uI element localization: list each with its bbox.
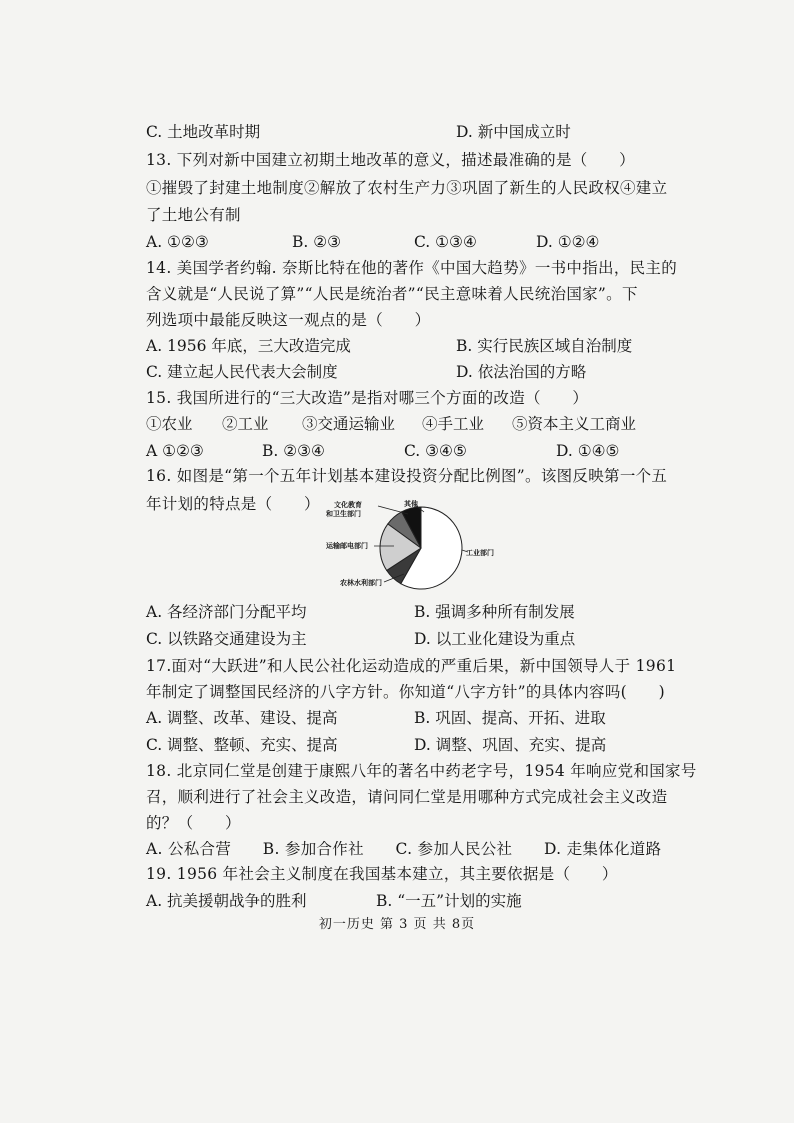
q14-option-d: D. 依法治国的方略 bbox=[456, 363, 587, 381]
q16-line1: 16. 如图是“第一个五年计划基本建设投资分配比例图”。该图反映第一个五 bbox=[146, 467, 668, 485]
q15-option-b: B. ②③④ bbox=[262, 442, 325, 460]
q15-item-1: ①农业 bbox=[146, 415, 193, 433]
pie-label-agri: 农林水利部门 bbox=[340, 578, 382, 587]
q18-line2: 召，顺利进行了社会主义改造，请问同仁堂是用哪种方式完成社会主义改造 bbox=[146, 788, 668, 806]
q19-stem: 19. 1956 年社会主义制度在我国基本建立，其主要依据是（ ） bbox=[146, 865, 618, 883]
q17-option-c: C. 调整、整顿、充实、提高 bbox=[146, 736, 338, 754]
page-footer: 初一历史 第 3 页 共 8页 bbox=[318, 917, 476, 932]
q13-option-b: B. ②③ bbox=[292, 233, 342, 251]
pie-label-other: 其他 bbox=[404, 499, 418, 508]
q16-option-c: C. 以铁路交通建设为主 bbox=[146, 630, 307, 648]
q16-line2: 年计划的特点是（ ） bbox=[146, 495, 320, 513]
q13-stem: 13. 下列对新中国建立初期土地改革的意义，描述最准确的是（ ） bbox=[146, 151, 635, 169]
q18-line1: 18. 北京同仁堂是创建于康熙八年的著名中药老字号，1954 年响应党和国家号 bbox=[146, 762, 697, 780]
q19-option-a: A. 抗美援朝战争的胜利 bbox=[146, 892, 307, 910]
q15-option-d: D. ①④⑤ bbox=[556, 442, 620, 460]
q14-line2: 含义就是“人民说了算”“人民是统治者”“民主意味着人民统治国家”。下 bbox=[146, 285, 638, 303]
q17-option-d: D. 调整、巩固、充实、提高 bbox=[414, 736, 607, 754]
q14-option-c: C. 建立起人民代表大会制度 bbox=[146, 363, 338, 381]
q17-option-b: B. 巩固、提高、开拓、进取 bbox=[414, 709, 606, 727]
q16-option-a: A. 各经济部门分配平均 bbox=[146, 603, 307, 621]
pie-label-transport: 运输邮电部门 bbox=[326, 541, 368, 550]
q14-option-b: B. 实行民族区域自治制度 bbox=[456, 337, 633, 355]
q15-item-3: ③交通运输业 bbox=[302, 415, 396, 433]
investment-pie-chart bbox=[316, 498, 536, 598]
q14-line1: 14. 美国学者约翰. 奈斯比特在他的著作《中国大趋势》一书中指出，民主的 bbox=[146, 259, 678, 277]
q15-option-a: A ①②③ bbox=[146, 442, 204, 460]
q14-line3: 列选项中最能反映这一观点的是（ ） bbox=[146, 311, 431, 329]
q17-option-a: A. 调整、改革、建设、提高 bbox=[146, 709, 338, 727]
q15-stem: 15. 我国所进行的“三大改造”是指对哪三个方面的改造（ ） bbox=[146, 389, 589, 407]
q16-option-d: D. 以工业化建设为重点 bbox=[414, 630, 576, 648]
q17-line2: 年制定了调整国民经济的八字方针。你知道“八字方针”的具体内容吗( ) bbox=[146, 683, 665, 701]
q12-option-c: C. 土地改革时期 bbox=[146, 123, 261, 141]
q17-line1: 17.面对“大跃进”和人民公社化运动造成的严重后果，新中国领导人于 1961 bbox=[146, 657, 677, 675]
q12-option-d: D. 新中国成立时 bbox=[456, 123, 571, 141]
q15-item-2: ②工业 bbox=[222, 415, 269, 433]
q14-option-a: A. 1956 年底，三大改造完成 bbox=[146, 337, 351, 355]
q18-options: A. 公私合营 B. 参加合作社 C. 参加人民公社 D. 走集体化道路 bbox=[146, 840, 662, 858]
q19-option-b: B. “一五”计划的实施 bbox=[376, 892, 522, 910]
q15-item-4: ④手工业 bbox=[422, 415, 485, 433]
q15-item-5: ⑤资本主义工商业 bbox=[512, 415, 637, 433]
pie-label-education-2: 和卫生部门 bbox=[326, 509, 361, 518]
q13-option-d: D. ①②④ bbox=[536, 233, 600, 251]
q13-option-a: A. ①②③ bbox=[146, 233, 209, 251]
q18-line3: 的？（ ） bbox=[146, 814, 241, 832]
pie-label-industry: 工业部门 bbox=[466, 548, 494, 557]
q15-option-c: C. ③④⑤ bbox=[404, 442, 467, 460]
q13-items-line2: 了土地公有制 bbox=[146, 206, 241, 224]
q13-option-c: C. ①③④ bbox=[414, 233, 477, 251]
pie-label-education-1: 文化教育 bbox=[334, 500, 362, 509]
q16-option-b: B. 强调多种所有制发展 bbox=[414, 603, 575, 621]
q13-items-line1: ①摧毁了封建土地制度②解放了农村生产力③巩固了新生的人民政权④建立 bbox=[146, 179, 668, 197]
